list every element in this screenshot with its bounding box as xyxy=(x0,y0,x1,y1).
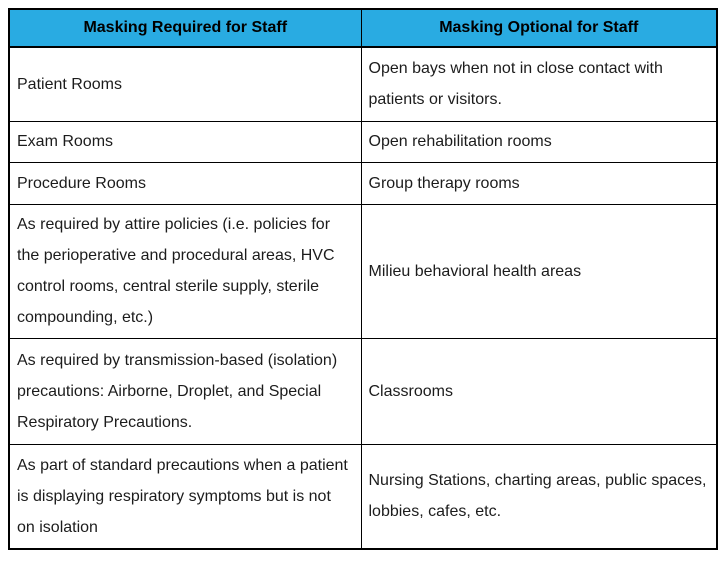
cell-optional-open-bays: Open bays when not in close contact with patients or visitors. xyxy=(361,47,717,121)
cell-optional-group-therapy-rooms: Group therapy rooms xyxy=(361,162,717,204)
table-row xyxy=(9,338,717,444)
cell-required-procedure-rooms: Procedure Rooms xyxy=(9,162,361,204)
cell-required-standard-precautions: As part of standard precautions when a patient is displaying respiratory symptoms but is not on isolation xyxy=(9,444,361,549)
header-row xyxy=(9,9,717,47)
table-row xyxy=(9,47,717,121)
cell-required-attire-policies: As required by attire policies (i.e. policies for the perioperative and procedural areas, HVC control rooms, central sterile supply, sterile compounding, etc.) xyxy=(9,204,361,338)
header-cell-masking-required: Masking Required for Staff xyxy=(9,9,361,47)
cell-required-patient-rooms: Patient Rooms xyxy=(9,47,361,121)
cell-optional-milieu-behavioral-health: Milieu behavioral health areas xyxy=(361,204,717,338)
cell-optional-nursing-stations: Nursing Stations, charting areas, public spaces, lobbies, cafes, etc. xyxy=(361,444,717,549)
cell-required-isolation-precautions: As required by transmission-based (isolation) precautions: Airborne, Droplet, and Special Respiratory Precautions. xyxy=(9,338,361,444)
table-row xyxy=(9,444,717,549)
cell-optional-rehabilitation-rooms: Open rehabilitation rooms xyxy=(361,121,717,162)
masking-policy-table xyxy=(8,8,718,550)
header-cell-masking-optional: Masking Optional for Staff xyxy=(361,9,717,47)
table-row xyxy=(9,204,717,338)
table-row xyxy=(9,162,717,204)
cell-required-exam-rooms: Exam Rooms xyxy=(9,121,361,162)
table-row xyxy=(9,121,717,162)
cell-optional-classrooms: Classrooms xyxy=(361,338,717,444)
